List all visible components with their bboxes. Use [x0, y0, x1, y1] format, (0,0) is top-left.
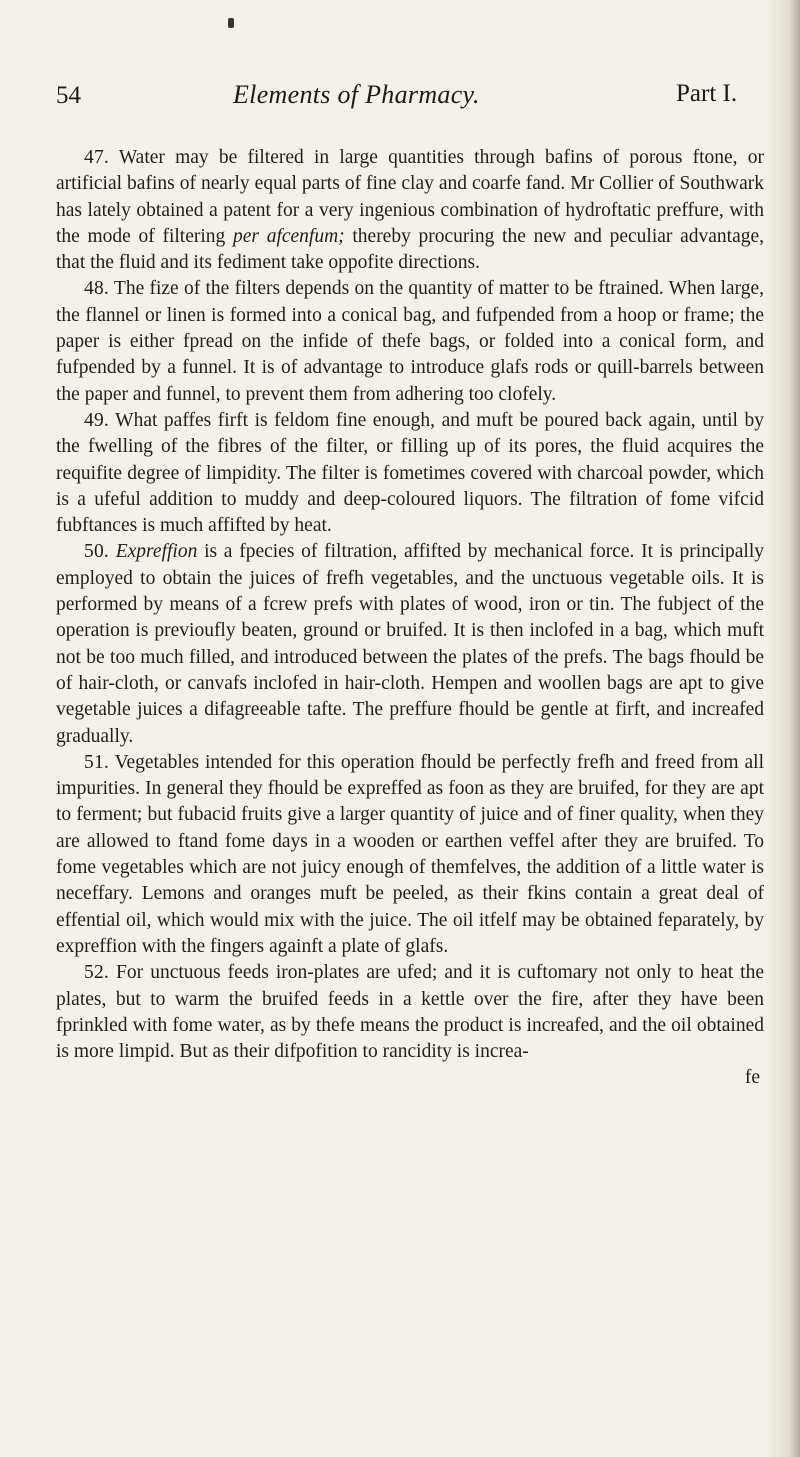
paragraph-52 — [56, 960, 764, 1065]
paragraph-text: Water may be filtered in large quantities through bafins of porous ftone, or artificial bafins of nearly equal parts of fine clay and coarfe fand. Mr Collier of Southwark has lately obtained a patent for a very ingenious combination of hydroftatic preffure, with the mode of filtering — [56, 147, 765, 247]
paragraph-49 — [56, 408, 764, 539]
paragraph-number: 49. — [84, 409, 109, 431]
paragraph-text: is a fpecies of filtration, affifted by mechanical force. It is principally employed to obtain the juices of frefh vegetables, and the unctuous vegetable oils. It is performed by means of a fcrew prefs with plates of wood, iron or tin. The fubject of the operation is previoufly beaten, ground or bruifed. It is then inclofed in a bag, which muft not be too much filled, and introduced between the plates of the prefs. The bags fhould be of hair-cloth, or canvafs inclofed in hair-cloth. Hempen and woollen bags are apt to give vegetable juices a difagreeable tafte. The preffure fhould be gentle at firft, and increafed gradually. — [56, 541, 765, 747]
paragraph-text: The fize of the filters depends on the quantity of matter to be ftrained. When large, the flannel or linen is formed into a conical bag, and fufpended from a hoop or frame; the paper is either fpread on the infide of thefe bags, or folded into a conical form, and fufpended by a funnel. It is of advantage to introduce glafs rods or quill-barrels between the paper and funnel, to prevent them from adhering too clofely. — [56, 278, 764, 405]
running-header — [0, 76, 800, 116]
catchword-line — [56, 1065, 760, 1091]
paragraph-text-italic: Expreffion — [115, 541, 198, 563]
part-label: Part I. — [676, 80, 738, 107]
paragraph-51 — [56, 750, 764, 960]
paragraph-number: 52. — [84, 962, 109, 984]
paragraph-50 — [56, 539, 764, 749]
paragraph-number: 50. — [84, 541, 109, 563]
paragraph-number: 48. — [84, 278, 109, 300]
body-text — [56, 145, 764, 1092]
paragraph-text: Vegetables intended for this operation fhould be perfectly frefh and freed from all impurities. In general they fhould be expreffed as foon as they are bruifed, for they are apt to ferment; but fubacid fruits give a larger quantity of juice and of finer quality, when they are allowed to ftand fome days in a wooden or earthen veffel after they are bruifed. To fome vegetables which are not juicy enough of themfelves, the addition of a little water is neceffary. Lemons and oranges muft be peeled, as their fkins contain a great deal of effential oil, which would mix with the juice. The oil itfelf may be obtained feparately, by expreffion with the fingers againft a plate of glafs. — [56, 751, 765, 957]
paragraph-48 — [56, 276, 764, 407]
ink-spot — [228, 18, 234, 28]
paragraph-text: thereby procuring the new and peculiar advantage, that the fluid and its fediment take oppofite directions. — [56, 225, 765, 274]
paragraph-47 — [56, 145, 764, 276]
page-edge-shadow — [766, 0, 800, 1457]
running-title: Elements of Pharmacy. — [233, 80, 480, 109]
catchword: fe — [744, 1067, 760, 1089]
paragraph-text-italic: per afcenfum; — [233, 225, 345, 247]
paragraph-number: 51. — [84, 751, 109, 773]
paragraph-number: 47. — [84, 147, 109, 168]
page-number: 54 — [56, 82, 81, 109]
paragraph-text: For unctuous feeds iron-plates are ufed; and it is cuftomary not only to heat the plates, but to warm the bruifed feeds in a kettle over the fire, after they have been fprinkled with fome water, as by thefe means the product is increafed, and the oil obtained is more limpid. But as their difpofition to rancidity is increa- — [56, 962, 764, 1063]
paragraph-text: What paffes firft is feldom fine enough, and muft be poured back again, until by the fwelling of the fibres of the filter, or filling up of its pores, the fluid acquires the requifite degree of limpidity. The filter is fometimes covered with charcoal powder, which is a ufeful addition to muddy and deep-coloured liquors. The filtration of fome vifcid fubftances is much affifted by heat. — [56, 409, 764, 537]
